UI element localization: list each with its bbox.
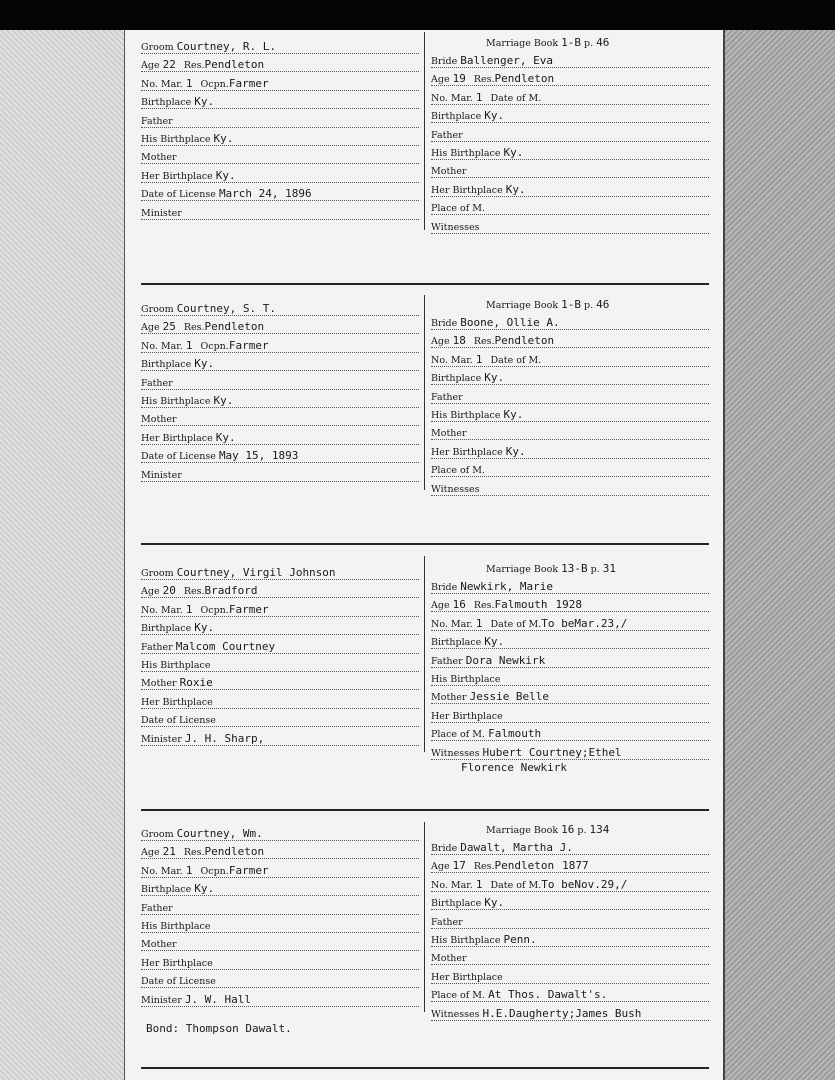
bride-age-value: 17 <box>452 859 466 872</box>
bride-her-birthplace-label: Her Birthplace <box>431 711 503 722</box>
bride-his-birthplace <box>431 933 709 950</box>
bride-her-birthplace <box>431 970 709 987</box>
bride-name <box>431 316 709 333</box>
date-of-marriage-label: Date of M. <box>490 619 542 630</box>
bride-mother <box>431 164 709 181</box>
groom-age-label: Age <box>141 847 160 858</box>
bride-place-of-marriage <box>431 988 709 1005</box>
bride-birthplace-label: Birthplace <box>431 111 482 122</box>
bride-no-mar <box>431 617 709 634</box>
bride-name-label: Bride <box>431 843 458 854</box>
bride-name <box>431 580 709 597</box>
residence-label: Res. <box>183 847 205 858</box>
groom-name-label: Groom <box>141 568 174 579</box>
marriage-book-ref <box>486 36 609 49</box>
occupation-label: Ocpn. <box>200 866 229 877</box>
bride-birthplace <box>431 635 709 652</box>
page-label: p. <box>584 38 594 49</box>
groom-her-birthplace-value: Ky. <box>215 169 236 182</box>
residence-value: Pendleton <box>494 859 555 872</box>
groom-father-value: Malcom Courtney <box>175 640 276 653</box>
groom-no-mar-label: No. Mar. <box>141 341 183 352</box>
groom-father-label: Father <box>141 378 173 389</box>
bride-her-birthplace-value: Ky. <box>505 183 526 196</box>
occupation-label: Ocpn. <box>200 605 229 616</box>
column-divider <box>424 32 425 230</box>
groom-name <box>141 566 419 583</box>
groom-date-of-license-label: Date of License <box>141 715 216 726</box>
bride-his-birthplace-label: His Birthplace <box>431 674 501 685</box>
bride-name-value: Dawalt, Martha J. <box>460 841 573 854</box>
groom-date-of-license <box>141 187 419 204</box>
bride-father-label: Father <box>431 130 463 141</box>
bride-his-birthplace-value: Ky. <box>503 146 524 159</box>
record-separator <box>141 283 709 285</box>
page-number: 134 <box>589 823 610 836</box>
groom-his-birthplace-label: His Birthplace <box>141 660 211 671</box>
groom-mother-label: Mother <box>141 678 177 689</box>
groom-birthplace-label: Birthplace <box>141 97 192 108</box>
groom-age-value: 22 <box>162 58 176 71</box>
bond-note: Bond: Thompson Dawalt. <box>146 1022 292 1035</box>
groom-minister-label: Minister <box>141 208 182 219</box>
bride-father <box>431 915 709 932</box>
residence-label: Res. <box>473 336 495 347</box>
groom-date-of-license-value: May 15, 1893 <box>218 449 299 462</box>
groom-name <box>141 827 419 844</box>
groom-no-mar-label: No. Mar. <box>141 866 183 877</box>
groom-her-birthplace-label: Her Birthplace <box>141 171 213 182</box>
bride-witnesses-continued <box>461 761 709 778</box>
marriage-book-number: 1-B <box>561 298 581 311</box>
groom-date-of-license-label: Date of License <box>141 451 216 462</box>
bride-place-of-marriage-label: Place of M. <box>431 203 486 214</box>
bride-mother-label: Mother <box>431 692 467 703</box>
groom-her-birthplace <box>141 695 419 712</box>
groom-name-label: Groom <box>141 42 174 53</box>
residence-value: Falmouth <box>494 598 548 611</box>
groom-no-mar <box>141 339 419 356</box>
residence-label: Res. <box>473 600 495 611</box>
groom-minister <box>141 206 419 223</box>
bride-name-value: Ballenger, Eva <box>460 54 554 67</box>
column-divider <box>424 556 425 752</box>
groom-birthplace-label: Birthplace <box>141 884 192 895</box>
groom-age-label: Age <box>141 60 160 71</box>
column-divider <box>424 822 425 1012</box>
groom-name-value: Courtney, Virgil Johnson <box>176 566 336 579</box>
groom-mother <box>141 150 419 167</box>
groom-birthplace-value: Ky. <box>194 882 215 895</box>
bride-no-mar <box>431 91 709 108</box>
bride-witnesses-label: Witnesses <box>431 222 480 233</box>
bride-birthplace-label: Birthplace <box>431 898 482 909</box>
bride-his-birthplace-label: His Birthplace <box>431 410 501 421</box>
marriage-book-number: 16 <box>561 823 575 836</box>
bride-age-value: 16 <box>452 598 466 611</box>
bride-her-birthplace-label: Her Birthplace <box>431 447 503 458</box>
bride-witnesses-label: Witnesses <box>431 484 480 495</box>
date-of-marriage-label: Date of M. <box>490 93 542 104</box>
groom-age-value: 25 <box>162 320 176 333</box>
groom-mother-value: Roxie <box>179 676 213 689</box>
bride-name-label: Bride <box>431 318 458 329</box>
groom-age-label: Age <box>141 586 160 597</box>
bride-birthplace <box>431 109 709 126</box>
groom-father-label: Father <box>141 903 173 914</box>
groom-age-value: 21 <box>162 845 176 858</box>
residence-value: Pendleton <box>204 58 265 71</box>
residence-label: Res. <box>183 60 205 71</box>
bride-his-birthplace <box>431 146 709 163</box>
bride-birthplace-value: Ky. <box>484 635 505 648</box>
residence-value: Pendleton <box>494 72 555 85</box>
residence-value: Pendleton <box>494 334 555 347</box>
page-label: p. <box>577 825 587 836</box>
groom-minister <box>141 993 419 1010</box>
bride-mother-label: Mother <box>431 166 467 177</box>
bride-her-birthplace <box>431 183 709 200</box>
page-number: 46 <box>596 36 610 49</box>
record-year: 1877 <box>562 859 589 872</box>
bride-her-birthplace-label: Her Birthplace <box>431 972 503 983</box>
bride-no-mar-value: 1 <box>475 91 483 104</box>
column-divider <box>424 295 425 490</box>
bride-father-label: Father <box>431 656 463 667</box>
scan-right-margin <box>722 30 835 1080</box>
groom-his-birthplace <box>141 919 419 936</box>
groom-birthplace <box>141 621 419 638</box>
occupation-label: Ocpn. <box>200 79 229 90</box>
groom-name <box>141 302 419 319</box>
bride-birthplace-value: Ky. <box>484 109 505 122</box>
occupation-value: Farmer <box>228 864 269 877</box>
bride-age-label: Age <box>431 74 450 85</box>
groom-his-birthplace <box>141 132 419 149</box>
bride-age <box>431 598 709 615</box>
scan-left-margin <box>0 30 124 1080</box>
groom-minister-label: Minister <box>141 995 182 1006</box>
page-number: 31 <box>602 562 617 575</box>
groom-no-mar-value: 1 <box>185 77 193 90</box>
bride-her-birthplace-value: Ky. <box>505 445 526 458</box>
groom-date-of-license <box>141 974 419 991</box>
scan-top-border <box>0 0 835 30</box>
bride-his-birthplace-value: Penn. <box>503 933 537 946</box>
groom-father <box>141 901 419 918</box>
bride-no-mar <box>431 353 709 370</box>
groom-no-mar-value: 1 <box>185 339 193 352</box>
groom-name-value: Courtney, Wm. <box>176 827 263 840</box>
marriage-book-ref <box>486 562 616 575</box>
bride-age-label: Age <box>431 600 450 611</box>
occupation-value: Farmer <box>228 77 269 90</box>
groom-his-birthplace-value: Ky. <box>213 394 234 407</box>
groom-father <box>141 114 419 131</box>
groom-age-label: Age <box>141 322 160 333</box>
bride-place-of-marriage-label: Place of M. <box>431 990 486 1001</box>
bride-mother <box>431 426 709 443</box>
marriage-book-label: Marriage Book <box>486 564 559 575</box>
groom-his-birthplace-label: His Birthplace <box>141 396 211 407</box>
groom-minister-label: Minister <box>141 470 182 481</box>
bride-father <box>431 390 709 407</box>
bride-father-value: Dora Newkirk <box>465 654 546 667</box>
bride-no-mar-label: No. Mar. <box>431 880 473 891</box>
groom-birthplace-label: Birthplace <box>141 623 192 634</box>
groom-no-mar <box>141 77 419 94</box>
bride-no-mar-label: No. Mar. <box>431 93 473 104</box>
groom-minister <box>141 732 419 749</box>
groom-no-mar-value: 1 <box>185 864 193 877</box>
marriage-book-number: 1-B <box>561 36 581 49</box>
groom-birthplace-value: Ky. <box>194 621 215 634</box>
groom-her-birthplace-label: Her Birthplace <box>141 697 213 708</box>
record-separator <box>141 1067 709 1069</box>
groom-his-birthplace <box>141 394 419 411</box>
groom-father-label: Father <box>141 116 173 127</box>
record-year: 1928 <box>555 598 583 611</box>
groom-her-birthplace-value: Ky. <box>215 431 236 444</box>
bride-mother-label: Mother <box>431 428 467 439</box>
residence-label: Res. <box>183 586 205 597</box>
bride-father <box>431 654 709 671</box>
groom-date-of-license-label: Date of License <box>141 189 216 200</box>
bride-mother <box>431 690 709 707</box>
groom-age-value: 20 <box>162 584 176 597</box>
page-label: p. <box>590 564 600 575</box>
groom-her-birthplace-label: Her Birthplace <box>141 958 213 969</box>
bride-witnesses-label: Witnesses <box>431 1009 480 1020</box>
bride-name-label: Bride <box>431 56 458 67</box>
bride-age <box>431 72 709 89</box>
groom-minister-label: Minister <box>141 734 182 745</box>
date-of-marriage-label: Date of M. <box>490 880 542 891</box>
occupation-value: Farmer <box>228 339 269 352</box>
residence-value: Pendleton <box>204 320 265 333</box>
date-of-marriage-value: To beNov.29,/ <box>541 878 628 891</box>
groom-mother-label: Mother <box>141 152 177 163</box>
bride-age-value: 18 <box>452 334 466 347</box>
groom-birthplace <box>141 882 419 899</box>
groom-her-birthplace <box>141 169 419 186</box>
page-number: 46 <box>596 298 610 311</box>
groom-her-birthplace-label: Her Birthplace <box>141 433 213 444</box>
marriage-book-label: Marriage Book <box>486 38 559 49</box>
bride-no-mar-value: 1 <box>475 878 483 891</box>
occupation-value: Farmer <box>228 603 269 616</box>
bride-place-of-marriage <box>431 201 709 218</box>
residence-label: Res. <box>183 322 205 333</box>
bride-her-birthplace <box>431 445 709 462</box>
bride-place-of-marriage <box>431 727 709 744</box>
bride-his-birthplace <box>431 672 709 689</box>
date-of-marriage-label: Date of M. <box>490 355 542 366</box>
marriage-book-label: Marriage Book <box>486 825 559 836</box>
groom-his-birthplace-value: Ky. <box>213 132 234 145</box>
groom-her-birthplace <box>141 431 419 448</box>
bride-father-label: Father <box>431 392 463 403</box>
groom-no-mar-value: 1 <box>185 603 193 616</box>
groom-minister <box>141 468 419 485</box>
bride-place-of-marriage-value: Falmouth <box>488 727 542 740</box>
record-separator <box>141 543 709 545</box>
marriage-book-number: 13-B <box>561 562 588 575</box>
marriage-book-ref <box>486 298 609 311</box>
bride-his-birthplace <box>431 408 709 425</box>
groom-date-of-license <box>141 713 419 730</box>
bride-name-value: Newkirk, Marie <box>460 580 554 593</box>
bride-place-of-marriage-label: Place of M. <box>431 465 486 476</box>
bride-birthplace-label: Birthplace <box>431 373 482 384</box>
bride-mother-label: Mother <box>431 953 467 964</box>
groom-name-value: Courtney, S. T. <box>176 302 276 315</box>
groom-his-birthplace <box>141 658 419 675</box>
bride-birthplace-value: Ky. <box>484 896 505 909</box>
bride-birthplace-value: Ky. <box>484 371 505 384</box>
groom-age <box>141 584 419 601</box>
bride-witnesses-value: Hubert Courtney;Ethel <box>482 746 622 759</box>
bride-age-label: Age <box>431 336 450 347</box>
residence-value: Bradford <box>204 584 258 597</box>
groom-age <box>141 320 419 337</box>
bride-birthplace <box>431 371 709 388</box>
groom-minister-value: J. H. Sharp, <box>184 732 265 745</box>
bride-no-mar-value: 1 <box>475 353 483 366</box>
groom-his-birthplace-label: His Birthplace <box>141 134 211 145</box>
groom-birthplace <box>141 357 419 374</box>
bride-no-mar <box>431 878 709 895</box>
residence-value: Pendleton <box>204 845 265 858</box>
groom-no-mar <box>141 603 419 620</box>
groom-mother-label: Mother <box>141 414 177 425</box>
groom-name-label: Groom <box>141 304 174 315</box>
groom-father-label: Father <box>141 642 173 653</box>
bride-mother <box>431 951 709 968</box>
groom-birthplace-value: Ky. <box>194 95 215 108</box>
bride-father-label: Father <box>431 917 463 928</box>
groom-mother <box>141 937 419 954</box>
bride-her-birthplace <box>431 709 709 726</box>
bride-birthplace <box>431 896 709 913</box>
bride-name-label: Bride <box>431 582 458 593</box>
bride-his-birthplace-value: Ky. <box>503 408 524 421</box>
bride-name-value: Boone, Ollie A. <box>460 316 560 329</box>
page-label: p. <box>584 300 594 311</box>
residence-label: Res. <box>473 861 495 872</box>
groom-date-of-license-label: Date of License <box>141 976 216 987</box>
groom-birthplace-label: Birthplace <box>141 359 192 370</box>
groom-birthplace <box>141 95 419 112</box>
bride-his-birthplace-label: His Birthplace <box>431 148 501 159</box>
groom-no-mar-label: No. Mar. <box>141 605 183 616</box>
residence-label: Res. <box>473 74 495 85</box>
groom-name <box>141 40 419 57</box>
bride-no-mar-label: No. Mar. <box>431 619 473 630</box>
groom-mother <box>141 676 419 693</box>
occupation-label: Ocpn. <box>200 341 229 352</box>
bride-age <box>431 334 709 351</box>
bride-no-mar-value: 1 <box>475 617 483 630</box>
bride-name <box>431 54 709 71</box>
bride-birthplace-label: Birthplace <box>431 637 482 648</box>
bride-age-value: 19 <box>452 72 466 85</box>
marriage-book-label: Marriage Book <box>486 300 559 311</box>
groom-minister-value: J. W. Hall <box>184 993 252 1006</box>
groom-age <box>141 58 419 75</box>
bride-place-of-marriage <box>431 463 709 480</box>
groom-no-mar-label: No. Mar. <box>141 79 183 90</box>
groom-mother-label: Mother <box>141 939 177 950</box>
groom-date-of-license-value: March 24, 1896 <box>218 187 312 200</box>
bride-place-of-marriage-value: At Thos. Dawalt's. <box>488 988 608 1001</box>
groom-name-value: Courtney, R. L. <box>176 40 276 53</box>
groom-name-label: Groom <box>141 829 174 840</box>
groom-age <box>141 845 419 862</box>
groom-her-birthplace <box>141 956 419 973</box>
bride-witnesses-continued-value: Florence Newkirk <box>461 761 567 774</box>
groom-no-mar <box>141 864 419 881</box>
bride-witnesses <box>431 482 709 499</box>
groom-father <box>141 376 419 393</box>
groom-his-birthplace-label: His Birthplace <box>141 921 211 932</box>
bride-witnesses-value: H.E.Daugherty;James Bush <box>482 1007 642 1020</box>
groom-mother <box>141 412 419 429</box>
record-separator <box>141 809 709 811</box>
bride-witnesses-label: Witnesses <box>431 748 480 759</box>
bride-witnesses <box>431 1007 709 1024</box>
groom-date-of-license <box>141 449 419 466</box>
bride-age-label: Age <box>431 861 450 872</box>
date-of-marriage-value: To beMar.23,/ <box>541 617 628 630</box>
marriage-book-ref <box>486 823 609 836</box>
bride-her-birthplace-label: Her Birthplace <box>431 185 503 196</box>
bride-witnesses <box>431 220 709 237</box>
bride-father <box>431 128 709 145</box>
bride-no-mar-label: No. Mar. <box>431 355 473 366</box>
bride-age <box>431 859 709 876</box>
bride-name <box>431 841 709 858</box>
bride-mother-value: Jessie Belle <box>469 690 550 703</box>
bride-place-of-marriage-label: Place of M. <box>431 729 486 740</box>
bride-his-birthplace-label: His Birthplace <box>431 935 501 946</box>
groom-birthplace-value: Ky. <box>194 357 215 370</box>
groom-father <box>141 640 419 657</box>
